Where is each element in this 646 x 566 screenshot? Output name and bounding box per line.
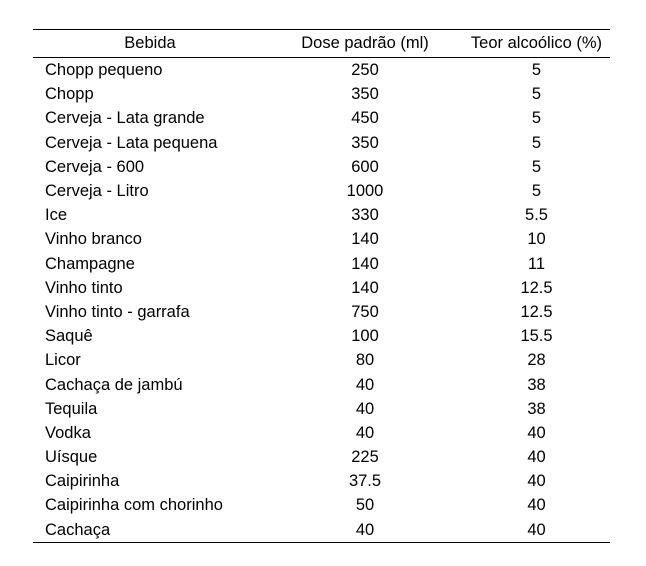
cell-dose: 40: [267, 518, 463, 543]
cell-teor: 15.5: [520, 327, 553, 346]
cell-bebida: Cerveja - 600: [45, 157, 145, 176]
cell-dose: 50: [355, 496, 375, 515]
cell-bebida: Caipirinha com chorinho: [45, 496, 223, 515]
cell-bebida: Ice: [45, 206, 68, 225]
table-row: [33, 203, 610, 227]
cell-dose: 140: [351, 254, 379, 273]
cell-dose: 140: [351, 230, 379, 249]
cell-dose: 37.5: [348, 472, 382, 491]
cell-teor: 38: [527, 399, 546, 418]
cell-teor: 40: [527, 448, 546, 467]
cell-teor: 11: [527, 254, 546, 273]
cell-teor: 38: [527, 375, 546, 394]
cell-teor: 10: [527, 230, 546, 249]
header-bebida: Bebida: [33, 30, 267, 58]
cell-bebida: Saquê: [45, 327, 93, 346]
cell-bebida: Uísque: [45, 448, 98, 467]
cell-bebida: Vinho branco: [45, 230, 142, 249]
drinks-table: [33, 29, 610, 543]
table-row: [33, 397, 610, 421]
cell-dose: 225: [351, 448, 379, 467]
cell-bebida: Cerveja - Litro: [45, 182, 149, 201]
cell-dose: 350: [351, 133, 379, 152]
cell-dose: 350: [351, 85, 379, 104]
cell-bebida: Vodka: [45, 423, 91, 442]
cell-dose: 330: [351, 206, 379, 225]
cell-teor: 40: [527, 423, 546, 442]
cell-dose: 40: [355, 375, 375, 394]
header-teor: Teor alcoólico (%): [463, 30, 610, 58]
cell-teor: 5: [531, 85, 542, 104]
table-row: [33, 179, 610, 203]
table-row: [33, 106, 610, 130]
cell-dose: 40: [355, 399, 375, 418]
cell-dose: 600: [351, 157, 379, 176]
cell-dose: 40: [355, 423, 375, 442]
cell-bebida: Licor: [45, 351, 81, 370]
header-dose: Dose padrão (ml): [267, 30, 463, 58]
table-row: [33, 82, 610, 106]
table-row: [33, 518, 610, 543]
cell-teor: 28: [527, 351, 546, 370]
table-row: [33, 58, 610, 83]
table-row: [33, 276, 610, 300]
cell-teor: 5: [531, 109, 542, 128]
cell-bebida: Cerveja - Lata grande: [45, 109, 205, 128]
cell-dose: 450: [351, 109, 379, 128]
cell-teor: 5: [531, 157, 542, 176]
cell-bebida: Vinho tinto: [45, 278, 123, 297]
table-row: [33, 155, 610, 179]
table-row: [33, 227, 610, 251]
table-header-row: [33, 30, 610, 58]
table-row: [33, 372, 610, 396]
cell-dose: 250: [351, 61, 379, 80]
cell-teor: 5: [531, 61, 542, 80]
cell-teor: 12.5: [520, 278, 553, 297]
table-row: [33, 493, 610, 517]
table-row: [33, 348, 610, 372]
table-row: [33, 324, 610, 348]
table-row: [33, 252, 610, 276]
cell-teor: 40: [527, 472, 546, 491]
cell-dose: 140: [351, 278, 379, 297]
cell-bebida: Cerveja - Lata pequena: [45, 133, 218, 152]
table-row: [33, 469, 610, 493]
table-row: [33, 131, 610, 155]
cell-bebida: Chopp: [45, 85, 94, 104]
table-row: [33, 300, 610, 324]
cell-bebida: Cachaça de jambú: [45, 375, 183, 394]
cell-teor: 5: [531, 182, 542, 201]
cell-dose: 750: [351, 302, 379, 321]
cell-teor: 5.5: [525, 206, 548, 225]
cell-bebida: Caipirinha: [45, 472, 120, 491]
table-row: [33, 445, 610, 469]
cell-bebida: Cachaça: [33, 518, 267, 543]
cell-bebida: Tequila: [45, 399, 98, 418]
cell-teor: 40: [463, 518, 610, 543]
cell-dose: 100: [351, 327, 379, 346]
cell-dose: 80: [355, 351, 375, 370]
cell-bebida: Chopp pequeno: [45, 61, 163, 80]
cell-teor: 12.5: [520, 302, 553, 321]
drinks-table-container: [33, 29, 610, 543]
cell-dose: 1000: [346, 182, 384, 201]
cell-bebida: Champagne: [45, 254, 135, 273]
table-row: [33, 421, 610, 445]
cell-bebida: Vinho tinto - garrafa: [45, 302, 190, 321]
cell-teor: 5: [531, 133, 542, 152]
cell-teor: 40: [527, 496, 546, 515]
